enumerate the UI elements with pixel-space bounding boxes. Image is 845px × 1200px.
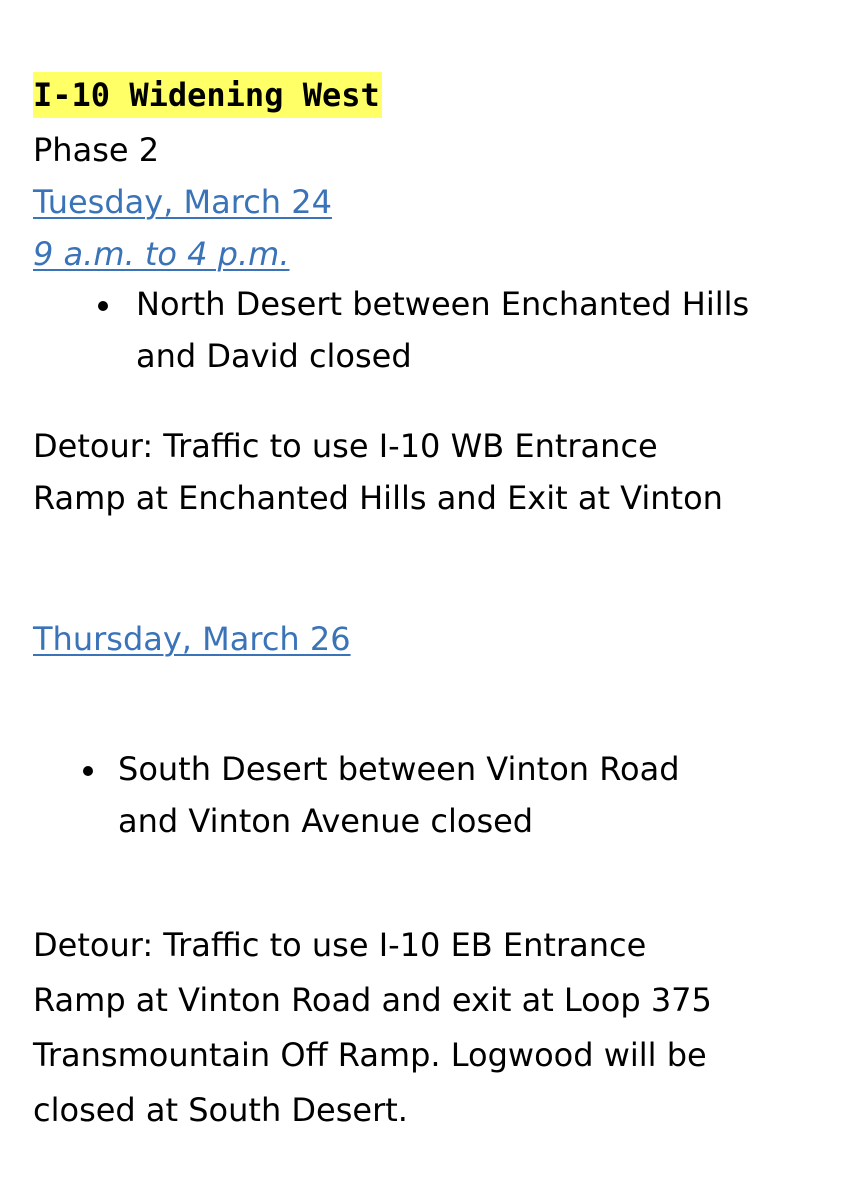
title-container bbox=[33, 72, 382, 118]
section1-detour-line1: Detour: Traffic to use I-10 WB Entrance bbox=[33, 427, 658, 465]
section2-detour-line2: Ramp at Vinton Road and exit at Loop 375 bbox=[33, 981, 712, 1019]
section1-detour-line2: Ramp at Enchanted Hills and Exit at Vinton bbox=[33, 479, 723, 517]
bullet-dot-icon bbox=[98, 301, 108, 311]
section2-date-line bbox=[33, 613, 351, 665]
section1-bullet-line1: North Desert between Enchanted Hills bbox=[136, 285, 750, 323]
phase-label: Phase 2 bbox=[33, 131, 160, 169]
section2-detour-line3: Transmountain Off Ramp. Logwood will be bbox=[33, 1036, 707, 1074]
bullet-dot-icon bbox=[83, 766, 93, 776]
section1-bullet-line2: and David closed bbox=[136, 337, 412, 375]
section2-bullet-line2: and Vinton Avenue closed bbox=[118, 802, 534, 840]
section1-date-link[interactable]: Tuesday, March 24 bbox=[33, 183, 332, 221]
page-title: I-10 Widening West bbox=[33, 72, 382, 118]
section2-date-link[interactable]: Thursday, March 26 bbox=[33, 620, 351, 658]
section2-bullet-line1: South Desert between Vinton Road bbox=[118, 750, 680, 788]
section1-time-line bbox=[33, 228, 289, 280]
section2-detour-line1: Detour: Traffic to use I-10 EB Entrance bbox=[33, 926, 647, 964]
section2-detour-line4: closed at South Desert. bbox=[33, 1091, 408, 1129]
section1-date-line bbox=[33, 176, 332, 228]
section1-time-link[interactable]: 9 a.m. to 4 p.m. bbox=[33, 235, 290, 273]
